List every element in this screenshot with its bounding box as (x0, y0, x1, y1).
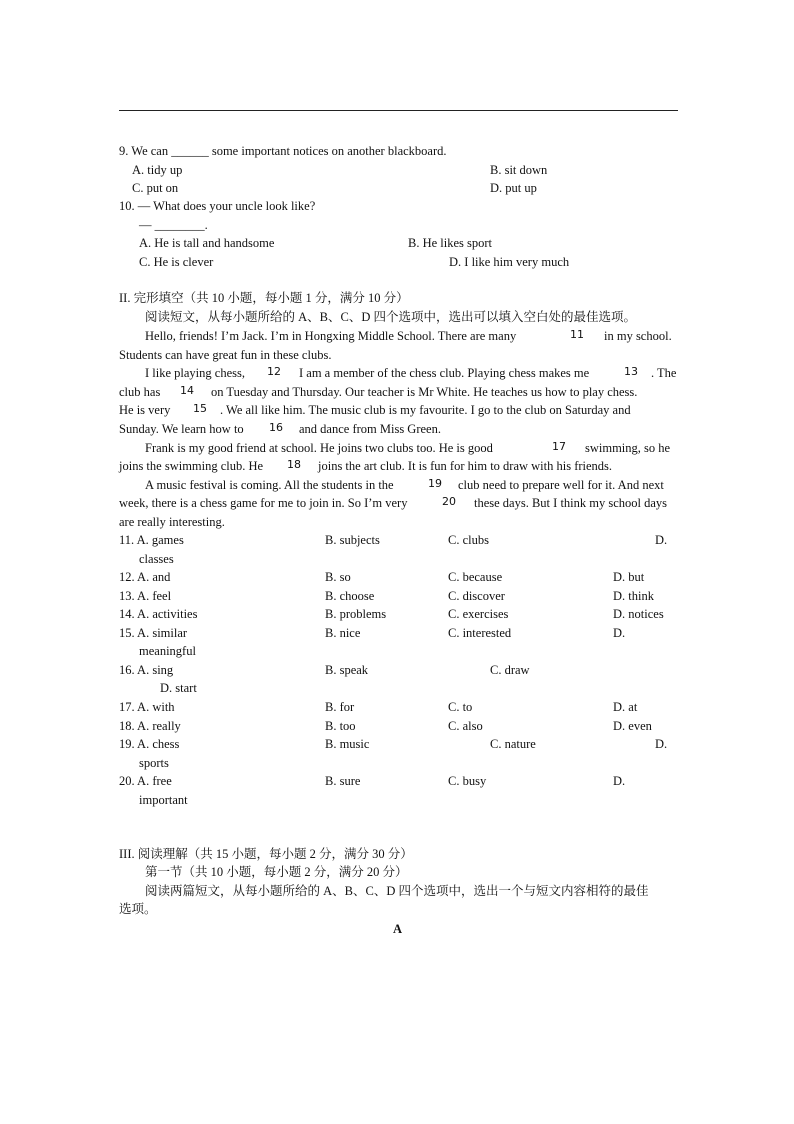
passage-line-6a: Sunday. We learn how to (119, 422, 244, 436)
q9-stem: 9. We can ______ some important notices on another blackboard. (119, 144, 447, 158)
blank-18: 18 (287, 458, 301, 471)
section3-part1: 第一节（共 10 小题，每小题 2 分，满分 20 分） (145, 865, 408, 879)
q16-option-d: D. start (160, 681, 197, 695)
q15-option-c: C. interested (448, 626, 512, 640)
q17-option-a: 17. A. with (119, 700, 175, 714)
passage-line-2: Students can have great fun in these clubs. (119, 348, 332, 362)
q12-option-b: B. so (325, 570, 351, 584)
passage-line-10a: week, there is a chess game for me to join in. So I’m very (119, 496, 408, 510)
passage-line-4a: club has (119, 385, 161, 399)
q18-option-a: 18. A. really (119, 719, 181, 733)
q13-option-a: 13. A. feel (119, 589, 172, 603)
q14-option-a: 14. A. activities (119, 607, 198, 621)
passage-line-6b: and dance from Miss Green. (299, 422, 441, 436)
q10-stem: 10. — What does your uncle look like? (119, 199, 316, 213)
blank-13: 13 (624, 365, 638, 378)
q20-option-a: 20. A. free (119, 774, 172, 788)
blank-11: 11 (570, 328, 584, 341)
section2-instruction: 阅读短文，从每小题所给的 A、B、C、D 四个选项中，选出可以填入空白处的最佳选项。 (145, 310, 636, 324)
q18-option-c: C. also (448, 719, 483, 733)
q12-option-c: C. because (448, 570, 503, 584)
q9-option-c: C. put on (132, 181, 179, 195)
passage-line-5a: He is very (119, 403, 171, 417)
q10-option-d: D. I like him very much (449, 255, 570, 269)
q16-option-c: C. draw (490, 663, 530, 677)
q19-option-d: D. (655, 737, 668, 751)
section2-heading: II. 完形填空（共 10 小题，每小题 1 分，满分 10 分） (119, 291, 409, 305)
q15-option-a: 15. A. similar (119, 626, 188, 640)
q20-option-d-text: important (139, 793, 188, 807)
q20-option-d: D. (613, 774, 626, 788)
q17-option-b: B. for (325, 700, 355, 714)
q15-option-b: B. nice (325, 626, 361, 640)
blank-17: 17 (552, 440, 566, 453)
q17-option-d: D. at (613, 700, 638, 714)
q12-option-d: D. but (613, 570, 645, 584)
passage-line-5b: . We all like him. The music club is my favourite. I go to the club on Saturday and (220, 403, 631, 417)
passage-line-3c: . The (651, 366, 677, 380)
passage-line-9b: club need to prepare well for it. And next (458, 478, 664, 492)
section3-instruction-2: 选项。 (119, 902, 157, 916)
passage-line-4b: on Tuesday and Thursday. Our teacher is Mr White. He teaches us how to play chess. (211, 385, 638, 399)
q19-option-b: B. music (325, 737, 370, 751)
q9-option-b: B. sit down (490, 163, 548, 177)
q14-option-d: D. notices (613, 607, 664, 621)
passage-line-8b: joins the art club. It is fun for him to draw with his friends. (318, 459, 613, 473)
q13-option-c: C. discover (448, 589, 505, 603)
section3-heading: III. 阅读理解（共 15 小题，每小题 2 分，满分 30 分） (119, 847, 413, 861)
q9-option-a: A. tidy up (132, 163, 183, 177)
passage-line-9a: A music festival is coming. All the students in the (145, 478, 394, 492)
q20-option-b: B. sure (325, 774, 361, 788)
q20-option-c: C. busy (448, 774, 487, 788)
q11-option-c: C. clubs (448, 533, 489, 547)
q15-option-d: D. (613, 626, 626, 640)
section3-instruction-1: 阅读两篇短文，从每小题所给的 A、B、C、D 四个选项中，选出一个与短文内容相符的最佳 (145, 884, 649, 898)
blank-16: 16 (269, 421, 283, 434)
q10-answer-line: — ________. (139, 218, 208, 232)
passage-line-8a: joins the swimming club. He (119, 459, 264, 473)
q18-option-b: B. too (325, 719, 356, 733)
passage-line-3a: I like playing chess, (145, 366, 245, 380)
q14-option-c: C. exercises (448, 607, 509, 621)
q19-option-c: C. nature (490, 737, 536, 751)
passage-line-1a: Hello, friends! I’m Jack. I’m in Hongxing Middle School. There are many (145, 329, 517, 343)
blank-15: 15 (193, 402, 207, 415)
blank-20: 20 (442, 495, 456, 508)
q13-option-b: B. choose (325, 589, 375, 603)
passage-line-7a: Frank is my good friend at school. He joins two clubs too. He is good (145, 441, 493, 455)
q11-option-b: B. subjects (325, 533, 380, 547)
q15-option-d-text: meaningful (139, 644, 196, 658)
q9-option-d: D. put up (490, 181, 537, 195)
q11-option-a: 11. A. games (119, 533, 184, 547)
passage-line-1b: in my school. (604, 329, 672, 343)
q10-option-a: A. He is tall and handsome (139, 236, 275, 250)
q18-option-d: D. even (613, 719, 652, 733)
header-rule (119, 110, 678, 111)
q19-option-d-text: sports (139, 756, 169, 770)
blank-12: 12 (267, 365, 281, 378)
q17-option-c: C. to (448, 700, 473, 714)
q10-option-b: B. He likes sport (408, 236, 493, 250)
q13-option-d: D. think (613, 589, 654, 603)
q16-option-b: B. speak (325, 663, 369, 677)
q11-option-d-text: classes (139, 552, 174, 566)
q11-option-d: D. (655, 533, 668, 547)
q10-option-c: C. He is clever (139, 255, 214, 269)
q19-option-a: 19. A. chess (119, 737, 180, 751)
passage-line-3b: I am a member of the chess club. Playing chess makes me (299, 366, 590, 380)
passage-line-11: are really interesting. (119, 515, 225, 529)
passage-line-7b: swimming, so he (585, 441, 671, 455)
q14-option-b: B. problems (325, 607, 387, 621)
blank-19: 19 (428, 477, 442, 490)
passage-a-label: A (393, 922, 403, 936)
passage-line-10b: these days. But I think my school days (474, 496, 668, 510)
q16-option-a: 16. A. sing (119, 663, 174, 677)
blank-14: 14 (180, 384, 194, 397)
q12-option-a: 12. A. and (119, 570, 171, 584)
